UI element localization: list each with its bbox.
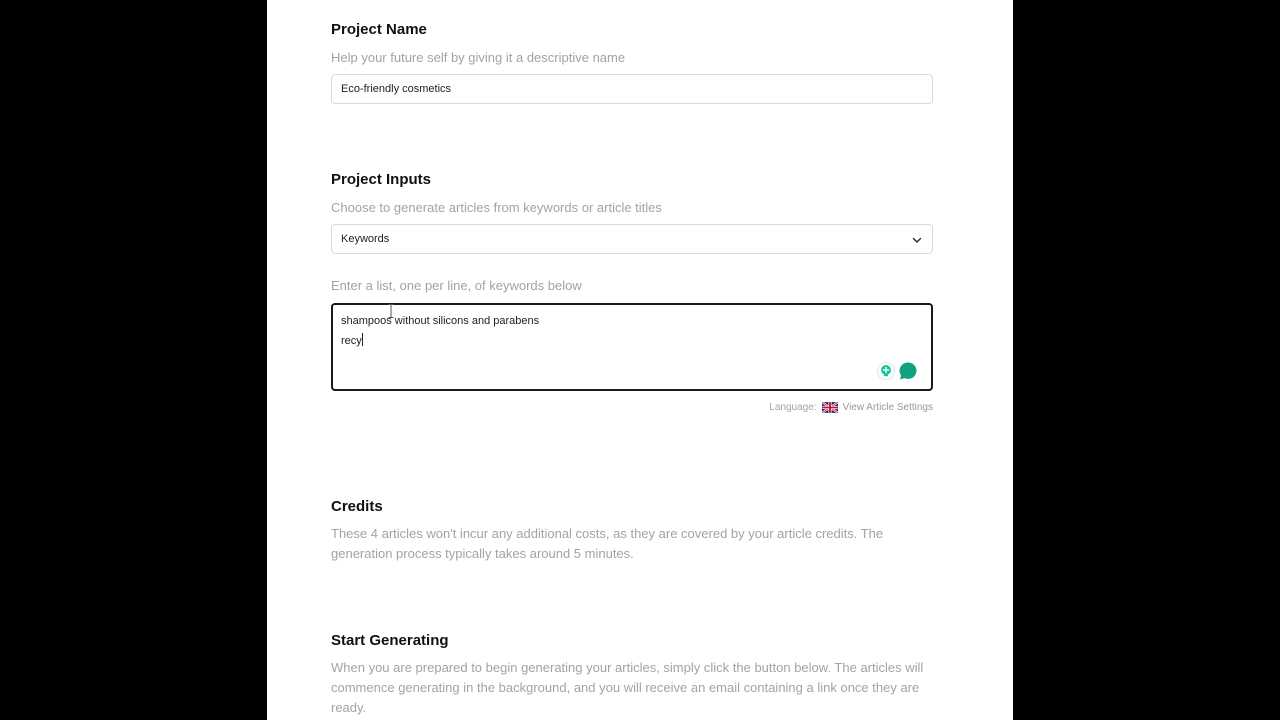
project-name-input[interactable]: Eco-friendly cosmetics [331, 74, 933, 104]
keywords-line: shampoos without silicons and parabens [341, 315, 540, 327]
input-type-selected-value: Keywords [341, 233, 390, 245]
keywords-textarea[interactable] [331, 303, 933, 391]
keywords-hint: Enter a list, one per line, of keywords below [331, 278, 582, 293]
project-inputs-description: Choose to generate articles from keywords or article titles [331, 200, 662, 215]
start-generating-description: When you are prepared to begin generating your articles, simply click the button below. The articles will commence generating in the background, and you will receive an email containing a link once they are ready. [331, 660, 924, 715]
credits-title: Credits [331, 498, 383, 515]
credits-description: These 4 articles won't incur any additional costs, as they are covered by your article credits. The generation process typically takes around 5 minutes. [331, 526, 884, 561]
view-article-settings-link[interactable]: View Article Settings [842, 401, 933, 413]
input-type-select[interactable] [331, 224, 933, 254]
start-generating-title: Start Generating [331, 632, 449, 649]
keywords-line-text: recy [341, 335, 362, 347]
textarea-extension-icons [877, 361, 918, 381]
language-label: Language: [769, 401, 817, 413]
ibeam-cursor-icon [388, 304, 394, 318]
chat-assistant-icon[interactable] [898, 361, 918, 381]
chevron-down-icon [912, 235, 922, 245]
project-name-description: Help your future self by giving it a descriptive name [331, 50, 626, 65]
uk-flag-icon [822, 402, 838, 413]
text-caret [362, 333, 363, 346]
grammarly-icon[interactable] [877, 362, 895, 380]
keywords-line-active [341, 331, 923, 351]
project-inputs-title: Project Inputs [331, 171, 432, 188]
language-row [769, 400, 933, 414]
project-name-title: Project Name [331, 21, 427, 38]
page [267, 0, 1013, 720]
